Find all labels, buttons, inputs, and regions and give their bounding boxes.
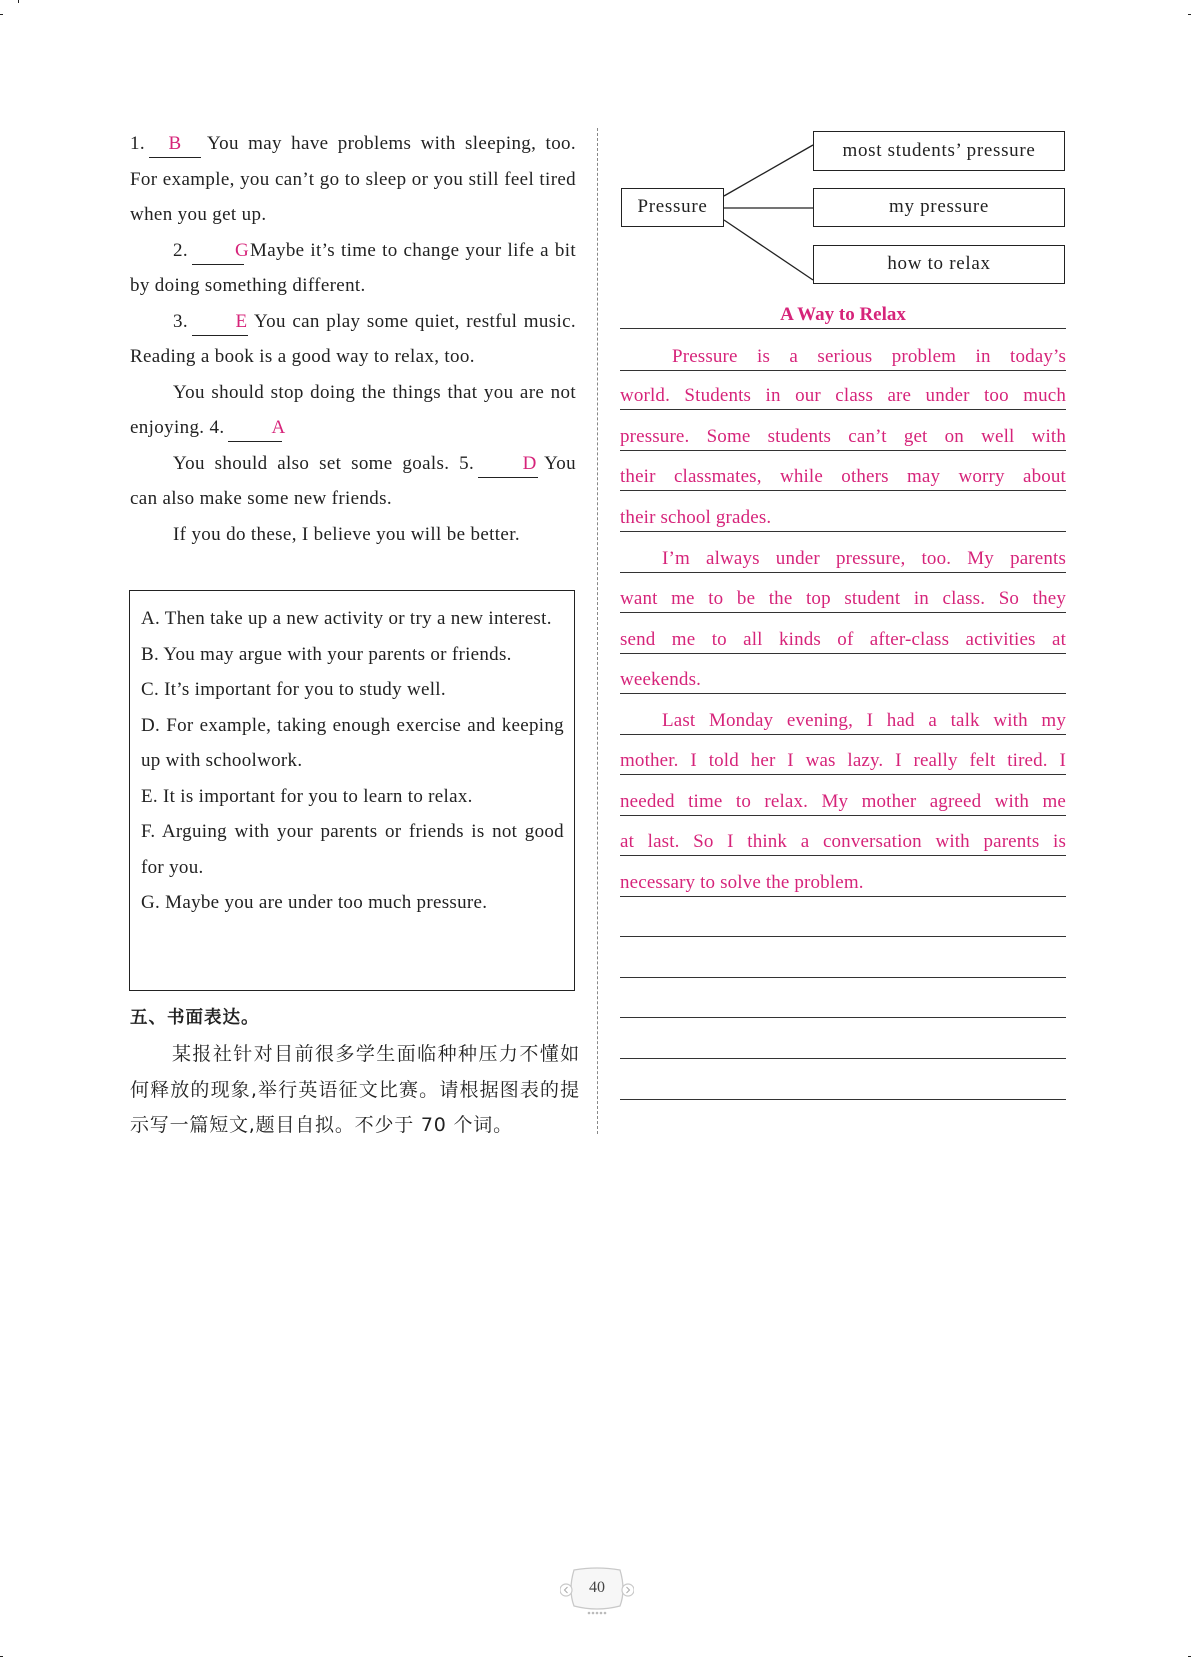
writing-line: [620, 734, 1066, 735]
question-number: 2.: [173, 239, 188, 261]
paragraph-text: You can play some quiet, restful music. Reading a book is a good way to relax, too.: [130, 310, 576, 367]
mind-map-branch-1: most students’ pressure: [813, 131, 1065, 171]
question-number: 1.: [130, 133, 145, 154]
exercise-paragraph-6: [130, 517, 576, 553]
writing-line: [620, 774, 1066, 775]
writing-line: [620, 531, 1066, 532]
option-f: [141, 814, 564, 885]
page-number-badge: [560, 1566, 634, 1616]
mind-map-branch-3: how to relax: [813, 245, 1065, 284]
question-number: 3.: [173, 310, 188, 332]
option-letter: D.: [141, 714, 161, 736]
writing-line: [620, 653, 1066, 654]
writing-task: [130, 1003, 580, 1144]
writing-line: [620, 815, 1066, 816]
option-letter: E.: [141, 785, 158, 807]
option-letter: G.: [141, 892, 161, 913]
option-text: It is important for you to learn to relax.: [163, 785, 473, 807]
option-g: [141, 885, 564, 921]
option-c: [141, 672, 564, 708]
mind-map-branch-2: my pressure: [813, 188, 1065, 227]
writing-line: [620, 490, 1066, 491]
connector-line-bottom: [724, 220, 813, 280]
essay-line: their school grades.: [620, 507, 772, 528]
paragraph-text: You should also set some goals. 5.: [173, 452, 475, 474]
essay-line: Pressure is a serious problem in today’s: [672, 346, 1066, 367]
essay-line: I’m always under pressure, too. My parents: [662, 548, 1066, 569]
option-letter: A.: [141, 608, 161, 629]
writing-line: [620, 328, 1066, 329]
task-instruction: 某报社针对目前很多学生面临种种压力不懂如何释放的现象,举行英语征文比赛。请根据图表的提示写一篇短文,题目自拟。不少于 70 个词。: [130, 1043, 580, 1136]
answer-blank-4: A: [228, 415, 282, 442]
paragraph-text: You can also make some new friends.: [130, 452, 576, 509]
essay-line: necessary to solve the problem.: [620, 872, 864, 893]
option-text: Then take up a new activity or try a new interest.: [164, 608, 552, 629]
essay-line: their classmates, while others may worry about: [620, 466, 1066, 487]
section-heading: 五、书面表达。: [130, 1008, 260, 1028]
options-box: [129, 590, 575, 991]
writing-line: [620, 1099, 1066, 1100]
mind-map-center: Pressure: [621, 188, 724, 227]
writing-line: [620, 612, 1066, 613]
answer-blank-2: G: [192, 238, 244, 265]
writing-line: [620, 936, 1066, 937]
option-text: Arguing with your parents or friends is not good for you.: [141, 821, 564, 878]
option-text: For example, taking enough exercise and keeping up with schoolwork.: [141, 714, 564, 771]
writing-line: [620, 1017, 1066, 1018]
essay-line: send me to all kinds of after-class activities at: [620, 629, 1066, 650]
essay-line: at last. So I think a conversation with parents is: [620, 831, 1066, 852]
paragraph-text: You may have problems with sleeping, too. For example, you can’t go to sleep or you still feel tired when you get up.: [130, 133, 576, 225]
exercise-paragraph-4: [130, 375, 576, 446]
writing-line: [620, 855, 1066, 856]
option-a: [141, 601, 564, 637]
connector-line-top: [724, 145, 813, 196]
dots-ornament: [588, 1612, 607, 1615]
option-text: You may argue with your parents or friends.: [163, 643, 512, 665]
essay-line: world. Students in our class are under too much: [620, 385, 1066, 406]
essay-line: pressure. Some students can’t get on well with: [620, 426, 1066, 447]
paragraph-text: If you do these, I believe you will be better.: [173, 523, 520, 545]
answer-blank-3: E: [192, 309, 248, 336]
answer-blank-1: B: [149, 131, 201, 158]
essay-line: weekends.: [620, 669, 702, 690]
writing-line: [620, 693, 1066, 694]
writing-line: [620, 1058, 1066, 1059]
paragraph-text: You should stop doing the things that you are not enjoying. 4.: [130, 381, 576, 438]
writing-line: [620, 370, 1066, 371]
option-text: Maybe you are under too much pressure.: [165, 892, 488, 913]
exercise-paragraph-3: [130, 304, 576, 375]
writing-line: [620, 977, 1066, 978]
essay-line: Last Monday evening, I had a talk with my: [662, 710, 1066, 731]
writing-line: [620, 572, 1066, 573]
essay-line: mother. I told her I was lazy. I really felt tired. I: [620, 750, 1066, 771]
answer-blank-5: D: [478, 451, 538, 478]
writing-line: [620, 450, 1066, 451]
option-text: It’s important for you to study well.: [164, 679, 446, 700]
exercise-paragraph-5: [130, 446, 576, 517]
essay-line: want me to be the top student in class. So they: [620, 588, 1066, 609]
option-letter: F.: [141, 821, 156, 842]
page-number: 40: [589, 1579, 605, 1596]
paragraph-text: Maybe it’s time to change your life a bit by doing something different.: [130, 239, 576, 296]
crop-mark-bottom-left: [0, 1656, 3, 1657]
option-letter: B.: [141, 643, 160, 665]
essay-line: needed time to relax. My mother agreed with me: [620, 791, 1066, 812]
option-e: [141, 779, 564, 815]
writing-line: [620, 896, 1066, 897]
essay-title: A Way to Relax: [780, 304, 906, 325]
writing-line: [620, 409, 1066, 410]
option-letter: C.: [141, 679, 160, 700]
option-b: [141, 637, 564, 673]
option-d: [141, 708, 564, 779]
